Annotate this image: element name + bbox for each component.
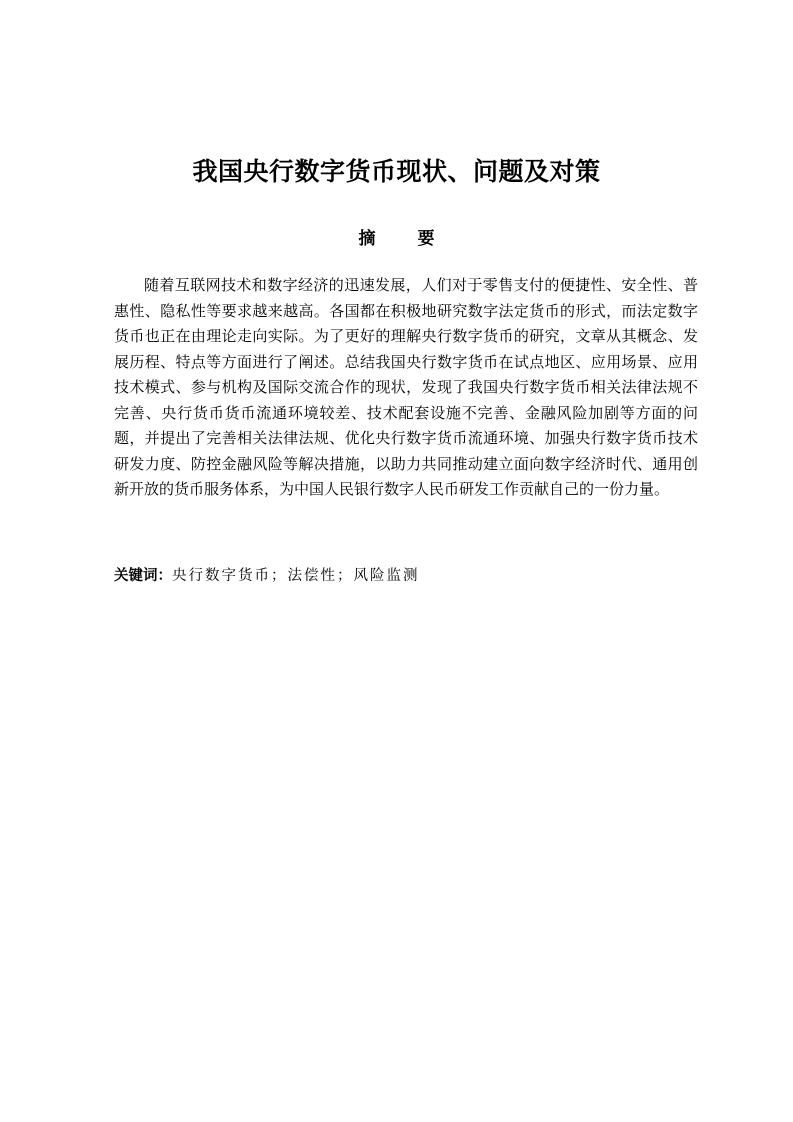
keywords-label: 关键词： [114, 568, 172, 584]
keywords-line [114, 564, 698, 588]
abstract-heading [0, 225, 793, 253]
abstract-heading-char-2: 要 [417, 229, 435, 249]
paper-title: 我国央行数字货币现状、问题及对策 [192, 157, 601, 186]
abstract-heading-char-1: 摘 [358, 229, 376, 249]
keywords-value: 央行数字货币；法偿性；风险监测 [172, 568, 420, 584]
abstract-paragraph: 随着互联网技术和数字经济的迅速发展，人们对于零售支付的便捷性、安全性、普惠性、隐私性等要求越来越高。各国都在积极地研究数字法定货币的形式，而法定数字货币也正在由理论走向实际。为了更好的理解央行数字货币的研究，文章从其概念、发展历程、特点等方面进行了阐述。总结我国央行数字货币在试点地区、应用场景、应用技术模式、参与机构及国际交流合作的现状，发现了我国央行数字货币相关法律法规不完善、央行货币货币流通环境较差、技术配套设施不完善、金融风险加剧等方面的问题，并提出了完善相关法律法规、优化央行数字货币流通环境、加强央行数字货币技术研发力度、防控金融风险等解决措施，以助力共同推动建立面向数字经济时代、通用创新开放的货币服务体系，为中国人民银行数字人民币研发工作贡献自己的一份力量。 [114, 276, 698, 498]
